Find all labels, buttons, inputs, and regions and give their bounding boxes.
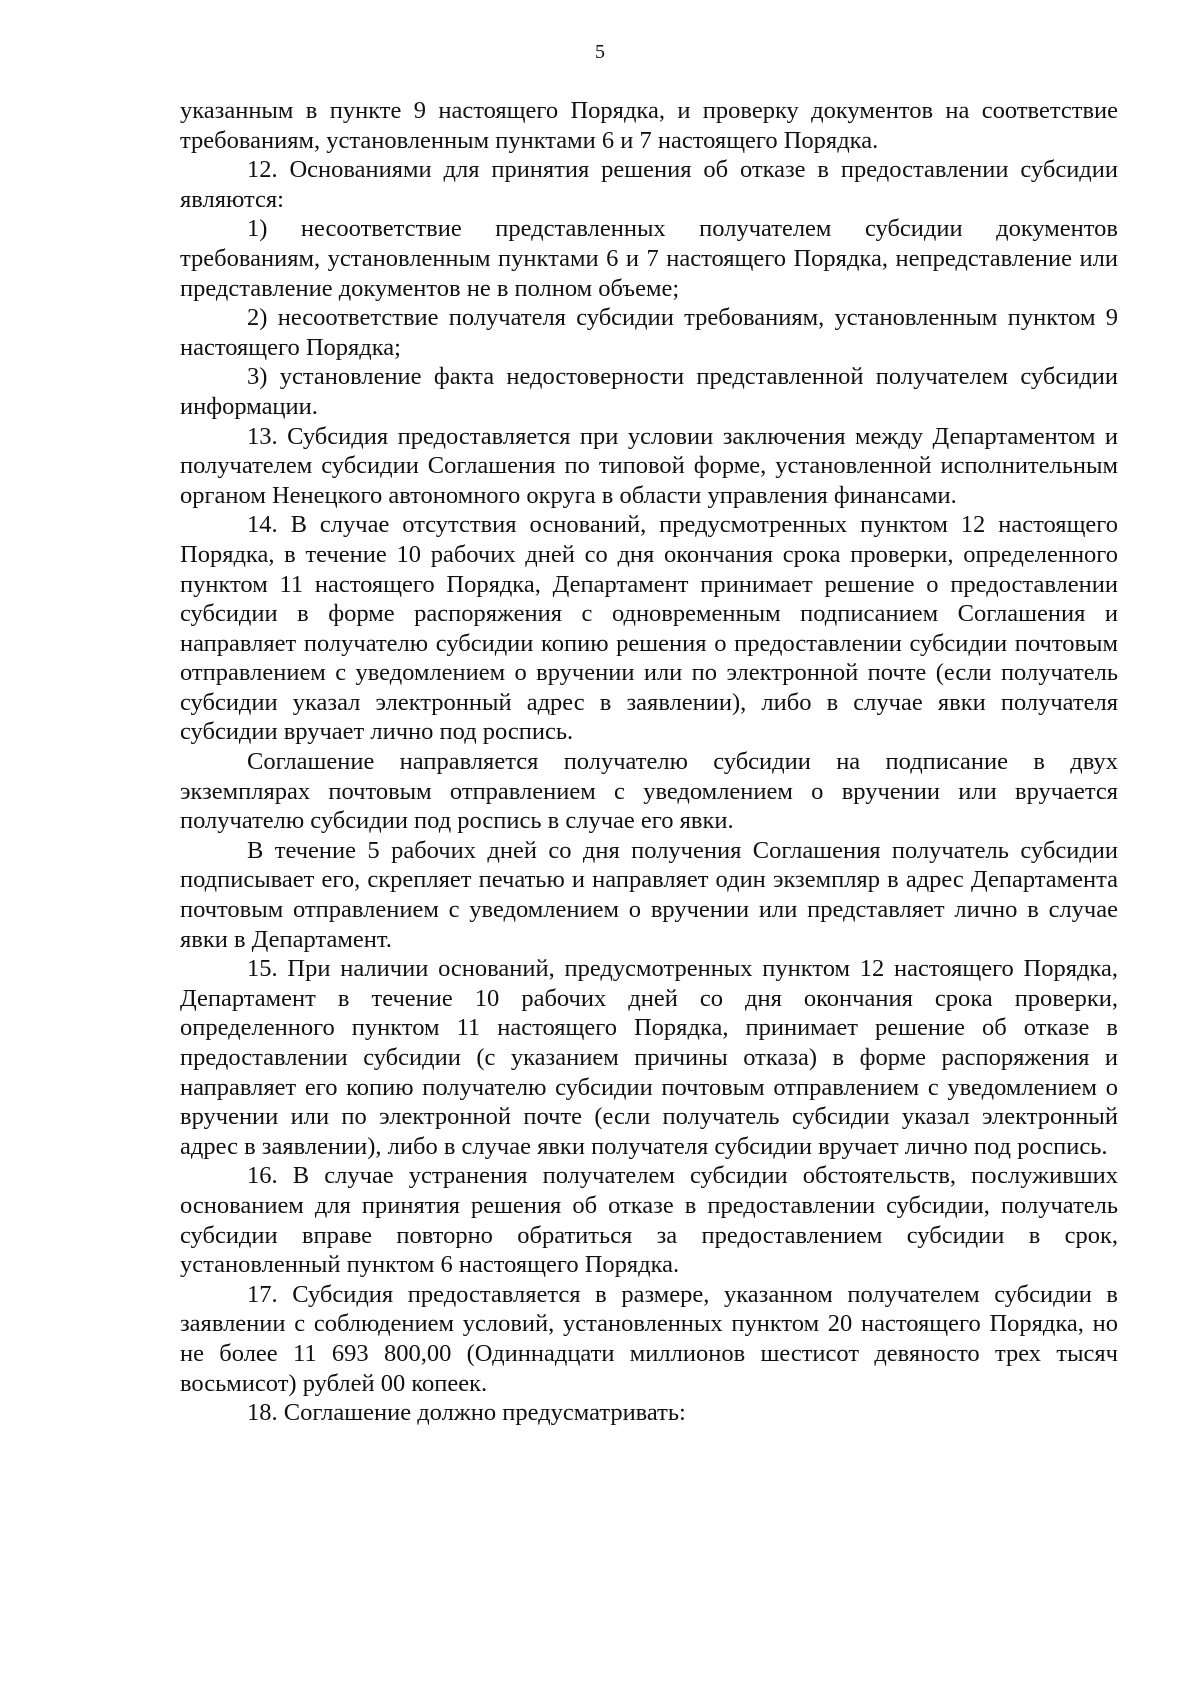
paragraph: 14. В случае отсутствия оснований, предусмотренных пунктом 12 настоящего Порядка, в течение 10 рабочих дней со дня окончания срока проверки, определенного пунктом 11 настоящего Порядка, Департамент принимает решение о предоставлении субсидии в форме распоряжения с одновременным подписанием Соглашения и направляет получателю субсидии копию решения о предоставлении субсидии почтовым отправлением с уведомлением о вручении или по электронной почте (если получатель субсидии указал электронный адрес в заявлении), либо в случае явки получателя субсидии вручает лично под роспись.	[180, 511, 1118, 746]
paragraph: 1) несоответствие представленных получателем субсидии документов требованиям, установленным пунктами 6 и 7 настоящего Порядка, непредставление или представление документов не в полном объеме;	[180, 215, 1118, 302]
paragraph: 15. При наличии оснований, предусмотренных пунктом 12 настоящего Порядка, Департамент в течение 10 рабочих дней со дня окончания срока проверки, определенного пунктом 11 настоящего Порядка, принимает решение об отказе в предоставлении субсидии (с указанием причины отказа) в форме распоряжения и направляет его копию получателю субсидии почтовым отправлением с уведомлением о вручении или по электронной почте (если получатель субсидии указал электронный адрес в заявлении), либо в случае явки получателя субсидии вручает лично под роспись.	[180, 955, 1118, 1160]
paragraph: 12. Основаниями для принятия решения об отказе в предоставлении субсидии являются:	[180, 156, 1118, 213]
paragraph: 3) установление факта недостоверности представленной получателем субсидии информации.	[180, 363, 1118, 420]
paragraph: 16. В случае устранения получателем субсидии обстоятельств, послуживших основанием для принятия решения об отказе в предоставлении субсидии, получатель субсидии вправе повторно обратиться за предоставлением субсидии в срок, установленный пунктом 6 настоящего Порядка.	[180, 1162, 1118, 1279]
document-body	[180, 96, 1118, 1428]
paragraph: В течение 5 рабочих дней со дня получения Соглашения получатель субсидии подписывает его, скрепляет печатью и направляет один экземпляр в адрес Департамента почтовым отправлением с уведомлением о вручении или представляет лично в случае явки в Департамент.	[180, 836, 1118, 953]
paragraph: 13. Субсидия предоставляется при условии заключения между Департаментом и получателем субсидии Соглашения по типовой форме, установленной исполнительным органом Ненецкого автономного округа в области управления финансами.	[180, 422, 1118, 509]
paragraph: 18. Соглашение должно предусматривать:	[247, 1399, 686, 1427]
paragraph: Соглашение направляется получателю субсидии на подписание в двух экземплярах почтовым отправлением с уведомлением о вручении или вручается получателю субсидии под роспись в случае его явки.	[180, 748, 1118, 835]
paragraph: 2) несоответствие получателя субсидии требованиям, установленным пунктом 9 настоящего Порядка;	[180, 304, 1118, 361]
page-number: 5	[595, 41, 605, 63]
paragraph: указанным в пункте 9 настоящего Порядка, и проверку документов на соответствие требованиям, установленным пунктами 6 и 7 настоящего Порядка.	[180, 97, 1118, 154]
paragraph: 17. Субсидия предоставляется в размере, указанном получателем субсидии в заявлении с соблюдением условий, установленных пунктом 20 настоящего Порядка, но не более 11 693 800,00 (Одиннадцати миллионов шестисот девяносто трех тысяч восьмисот) рублей 00 копеек.	[180, 1280, 1118, 1397]
